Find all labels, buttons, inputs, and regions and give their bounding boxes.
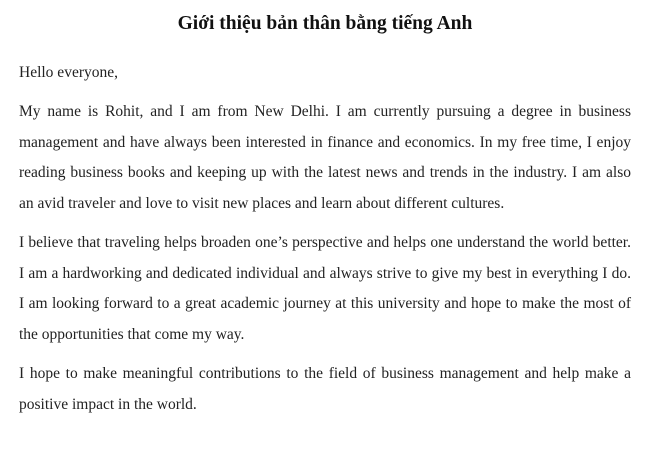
paragraph-goals: I hope to make meaningful contributions to the field of business management and help make a positive impact in the world. — [19, 365, 631, 413]
paragraph-beliefs: I believe that traveling helps broaden one’s perspective and helps one understand the world better. I am a hardworking and dedicated individual and always strive to give my best in everything I do. I am looking forward to a great academic journey at this university and hope to make the most of the opportunities that come my way. — [19, 234, 631, 343]
paragraph-introduction: My name is Rohit, and I am from New Delhi. I am currently pursuing a degree in business management and have always been interested in finance and economics. In my free time, I enjoy reading business books and keeping up with the latest news and trends in the industry. I am also an avid traveler and love to visit new places and learn about different cultures. — [19, 103, 631, 212]
document-title: Giới thiệu bản thân bằng tiếng Anh — [177, 13, 473, 34]
greeting-line: Hello everyone, — [19, 64, 118, 81]
